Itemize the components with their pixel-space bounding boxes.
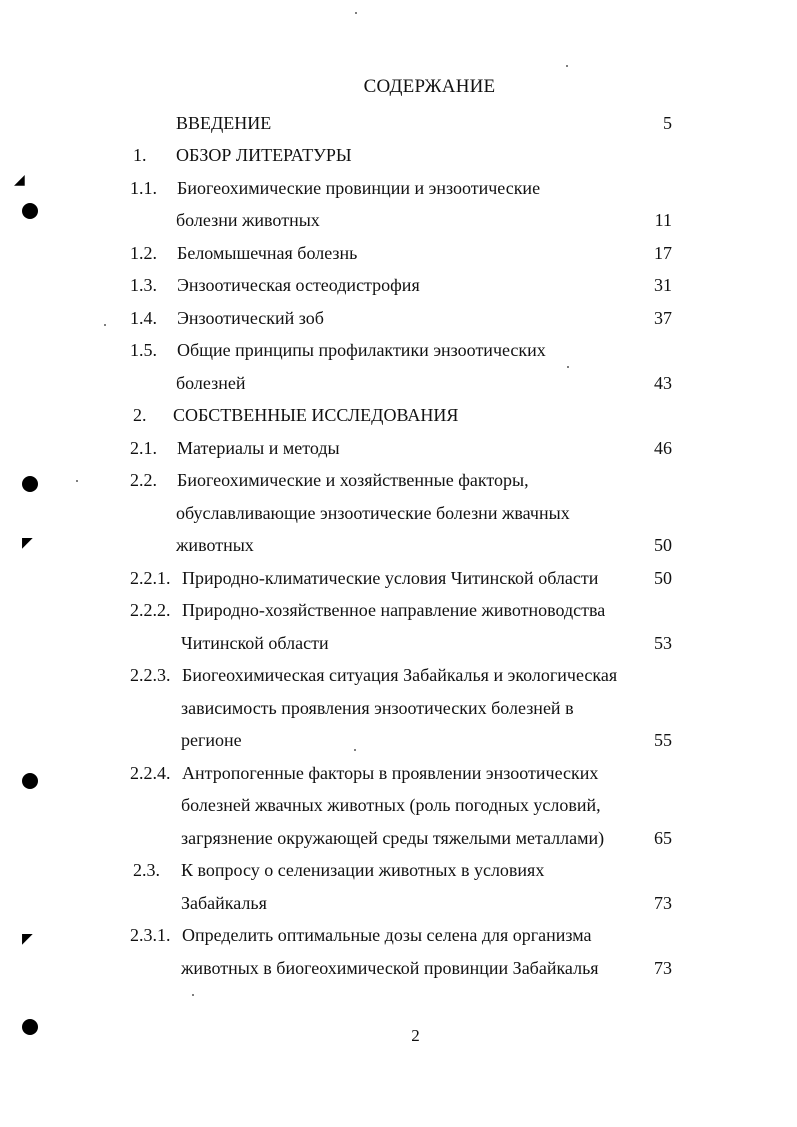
toc-entry bbox=[0, 400, 797, 430]
toc-entry bbox=[0, 270, 797, 300]
toc-entry bbox=[0, 303, 797, 333]
toc-entry-title: Общие принципы профилактики энзоотических bbox=[177, 340, 546, 360]
toc-entry-page: 73 bbox=[654, 893, 672, 913]
toc-entry-page: 53 bbox=[654, 633, 672, 653]
toc-entry-number: 2.2.4. bbox=[130, 763, 171, 783]
toc-entry bbox=[0, 335, 797, 365]
toc-entry bbox=[0, 790, 797, 820]
scan-speck bbox=[192, 994, 194, 996]
toc-entry bbox=[0, 920, 797, 950]
toc-entry bbox=[0, 660, 797, 690]
toc-entry-title: Антропогенные факторы в проявлении энзоотических bbox=[182, 763, 599, 783]
toc-entry-page: 5 bbox=[663, 113, 672, 133]
toc-entry bbox=[0, 498, 797, 528]
toc-entry bbox=[0, 238, 797, 268]
toc-entry-page: 43 bbox=[654, 373, 672, 393]
toc-entry-number: 1.4. bbox=[130, 308, 157, 328]
toc-entry-title: Забайкалья bbox=[181, 893, 267, 913]
toc-entry bbox=[0, 693, 797, 723]
toc-entry bbox=[0, 888, 797, 918]
toc-entry-title: болезней bbox=[176, 373, 246, 393]
toc-entry-title: зависимость проявления энзоотических болезней в bbox=[181, 698, 574, 718]
toc-entry-number: 1.3. bbox=[130, 275, 157, 295]
toc-entry-page: 11 bbox=[654, 210, 672, 230]
toc-entry-title: Природно-климатические условия Читинской области bbox=[182, 568, 599, 588]
scan-speck bbox=[355, 12, 357, 14]
toc-entry-title: болезней жвачных животных (роль погодных условий, bbox=[181, 795, 601, 815]
toc-entry-page: 31 bbox=[654, 275, 672, 295]
toc-entry-title: Природно-хозяйственное направление животноводства bbox=[182, 600, 606, 620]
toc-entry-title: ВВЕДЕНИЕ bbox=[176, 113, 272, 133]
toc-entry bbox=[0, 855, 797, 885]
toc-entry-number: 1.1. bbox=[130, 178, 157, 198]
scan-mark: ◢ bbox=[14, 173, 25, 188]
toc-entry-title: животных bbox=[176, 535, 254, 555]
toc-entry-number: 2.1. bbox=[130, 438, 157, 458]
toc-entry-page: 73 bbox=[654, 958, 672, 978]
toc-entry bbox=[0, 823, 797, 853]
toc-entry-page: 17 bbox=[654, 243, 672, 263]
toc-entry bbox=[0, 205, 797, 235]
toc-entry bbox=[0, 140, 797, 170]
toc-entry bbox=[0, 465, 797, 495]
toc-entry-number: 1. bbox=[133, 145, 147, 165]
toc-entry-page: 50 bbox=[654, 535, 672, 555]
toc-entry-title: Материалы и методы bbox=[177, 438, 340, 458]
toc-entry-page: 65 bbox=[654, 828, 672, 848]
toc-entry-page: 46 bbox=[654, 438, 672, 458]
toc-entry bbox=[0, 725, 797, 755]
toc-entry-number: 1.2. bbox=[130, 243, 157, 263]
page-title: СОДЕРЖАНИЕ bbox=[363, 76, 496, 97]
toc-entry-title: Энзоотический зоб bbox=[177, 308, 324, 328]
toc-entry-title: животных в биогеохимической провинции Забайкалья bbox=[181, 958, 599, 978]
toc-entry-number: 2.3.1. bbox=[130, 925, 171, 945]
toc-entry-title: ОБЗОР ЛИТЕРАТУРЫ bbox=[176, 145, 352, 165]
toc-entry bbox=[0, 530, 797, 560]
toc-entry-page: 50 bbox=[654, 568, 672, 588]
toc-entry bbox=[0, 628, 797, 658]
toc-entry-number: 2.2.3. bbox=[130, 665, 171, 685]
toc-entry bbox=[0, 953, 797, 983]
toc-entry-number: 2.2.2. bbox=[130, 600, 171, 620]
toc-entry-title: Биогеохимические и хозяйственные факторы, bbox=[177, 470, 529, 490]
toc-entry bbox=[0, 173, 797, 203]
toc-entry bbox=[0, 595, 797, 625]
toc-entry-title: Биогеохимические провинции и энзоотические bbox=[177, 178, 541, 198]
toc-entry-title: загрязнение окружающей среды тяжелыми металлами) bbox=[181, 828, 605, 848]
toc-entry bbox=[0, 368, 797, 398]
toc-entry-number: 2. bbox=[133, 405, 147, 425]
toc-entry-title: Определить оптимальные дозы селена для организма bbox=[182, 925, 592, 945]
toc-entry-title: К вопросу о селенизации животных в условиях bbox=[181, 860, 545, 880]
scan-speck bbox=[566, 65, 568, 67]
toc-entry-title: регионе bbox=[181, 730, 242, 750]
toc-entry-number: 1.5. bbox=[130, 340, 157, 360]
scan-mark: ◤ bbox=[22, 932, 33, 947]
scan-mark: ◤ bbox=[22, 536, 33, 551]
toc-entry-number: 2.2. bbox=[130, 470, 157, 490]
toc-entry-title: Энзоотическая остеодистрофия bbox=[177, 275, 420, 295]
toc-entry bbox=[0, 433, 797, 463]
toc-entry bbox=[0, 108, 797, 138]
toc-entry-title: Беломышечная болезнь bbox=[177, 243, 358, 263]
toc-entry bbox=[0, 758, 797, 788]
toc-entry bbox=[0, 563, 797, 593]
page-number: 2 bbox=[411, 1026, 420, 1045]
toc-entry-page: 37 bbox=[654, 308, 672, 328]
toc-entry-page: 55 bbox=[654, 730, 672, 750]
toc-entry-title: обуславливающие энзоотические болезни жвачных bbox=[176, 503, 570, 523]
toc-entry-title: болезни животных bbox=[176, 210, 320, 230]
toc-entry-number: 2.3. bbox=[133, 860, 160, 880]
toc-entry-title: Читинской области bbox=[181, 633, 329, 653]
toc-entry-title: СОБСТВЕННЫЕ ИССЛЕДОВАНИЯ bbox=[173, 405, 459, 425]
toc-entry-title: Биогеохимическая ситуация Забайкалья и экологическая bbox=[182, 665, 618, 685]
toc-entry-number: 2.2.1. bbox=[130, 568, 171, 588]
